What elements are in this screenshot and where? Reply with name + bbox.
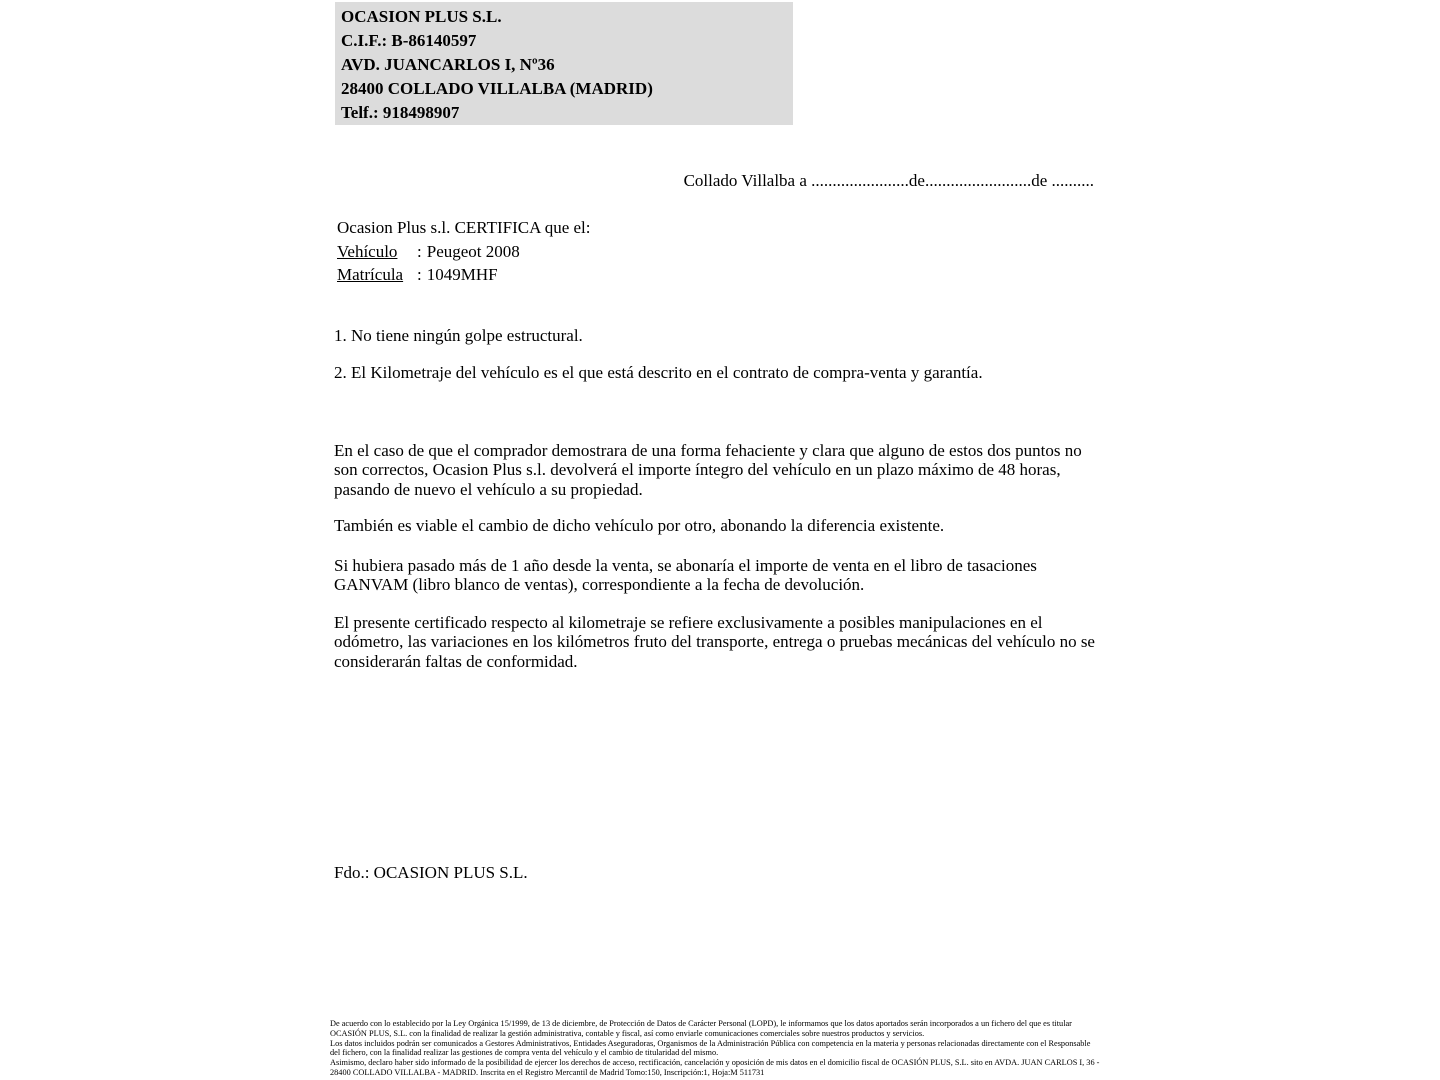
vehicle-field-label: Vehículo (337, 241, 398, 261)
vehicle-field-row (337, 240, 591, 264)
ganvam-paragraph: Si hubiera pasado más de 1 año desde la venta, se abonaría el importe de venta en el libro de tasaciones GANVAM (libro blanco de ventas), correspondiente a la fecha de devolución. (334, 556, 1037, 595)
certified-point-2: 2. El Kilometraje del vehículo es el que está descrito en el contrato de compra-venta y garantía. (334, 363, 983, 382)
company-phone: Telf.: 918498907 (341, 103, 460, 122)
legal-paragraph-lopd: De acuerdo con lo establecido por la Ley Orgánica 15/1999, de 13 de diciembre, de Protección de Datos de Carácter Personal (LOPD), le informamos que los datos aportados serán incorporados a un fichero del que es titular OCASIÓN PLUS, S.L. con la finalidad de realizar la gestión administrativa, contable y fiscal, así como enviarle comunicaciones comerciales sobre nuestros productos y servicios. (330, 1019, 1072, 1038)
plate-field-separator: : (417, 265, 422, 284)
vehicle-field-value: Peugeot 2008 (426, 241, 520, 261)
company-address: AVD. JUANCARLOS I, Nº36 (341, 55, 555, 74)
legal-paragraph-rights: Asimismo, declaro haber sido informado de la posibilidad de ejercer los derechos de acceso, rectificación, cancelación y oposición de mis datos en el domicilio fiscal de OCASIÓN PLUS, S.L. sito en AVDA. JUAN CARLOS I, 36 - 28400 COLLADO VILLALBA - MADRID. Inscrita en el Registro Mercantil de Madrid Tomo:150, Inscripción:1, Hoja:M 511731 (330, 1058, 1100, 1077)
odometer-paragraph: El presente certificado respecto al kilometraje se refiere exclusivamente a posibles manipulaciones en el odómetro, las variaciones en los kilómetros fruto del transporte, entrega o pruebas mecánicas del vehículo no se considerarán faltas de conformidad. (334, 613, 1095, 671)
exchange-paragraph: También es viable el cambio de dicho vehículo por otro, abonando la diferencia existente. (334, 516, 945, 535)
company-header-box (335, 2, 793, 125)
company-cif: C.I.F.: B-86140597 (341, 31, 477, 50)
certification-block (337, 216, 591, 287)
date-fill-in-line: Collado Villalba a .......................de.........................de .......... (683, 171, 1094, 190)
refund-paragraph: En el caso de que el comprador demostrara de una forma fehaciente y clara que alguno de estos dos puntos no son correctos, Ocasion Plus s.l. devolverá el importe íntegro del vehículo en un plazo máximo de 48 horas, pasando de nuevo el vehículo a su propiedad. (334, 441, 1082, 499)
legal-fine-print (330, 1019, 1102, 1078)
plate-field-row (337, 263, 591, 287)
company-city: 28400 COLLADO VILLALBA (MADRID) (341, 79, 653, 98)
certify-intro: Ocasion Plus s.l. CERTIFICA que el: (337, 218, 591, 237)
plate-field-value: 1049MHF (426, 265, 498, 284)
signature-line: Fdo.: OCASION PLUS S.L. (334, 863, 528, 882)
legal-paragraph-data-sharing: Los datos incluidos podrán ser comunicados a Gestores Administrativos, Entidades Aseguradoras, Organismos de la Administración Pública con competencia en la materia y personas relacionadas directamente con el Responsable del fichero, con la finalidad realizar las gestiones de compra venta del vehículo y el cambio de titularidad del mismo. (330, 1038, 1091, 1058)
company-name: OCASION PLUS S.L. (341, 7, 502, 26)
certified-point-1: 1. No tiene ningún golpe estructural. (334, 326, 583, 345)
vehicle-field-separator: : (417, 241, 422, 261)
plate-field-label: Matrícula (337, 265, 404, 284)
